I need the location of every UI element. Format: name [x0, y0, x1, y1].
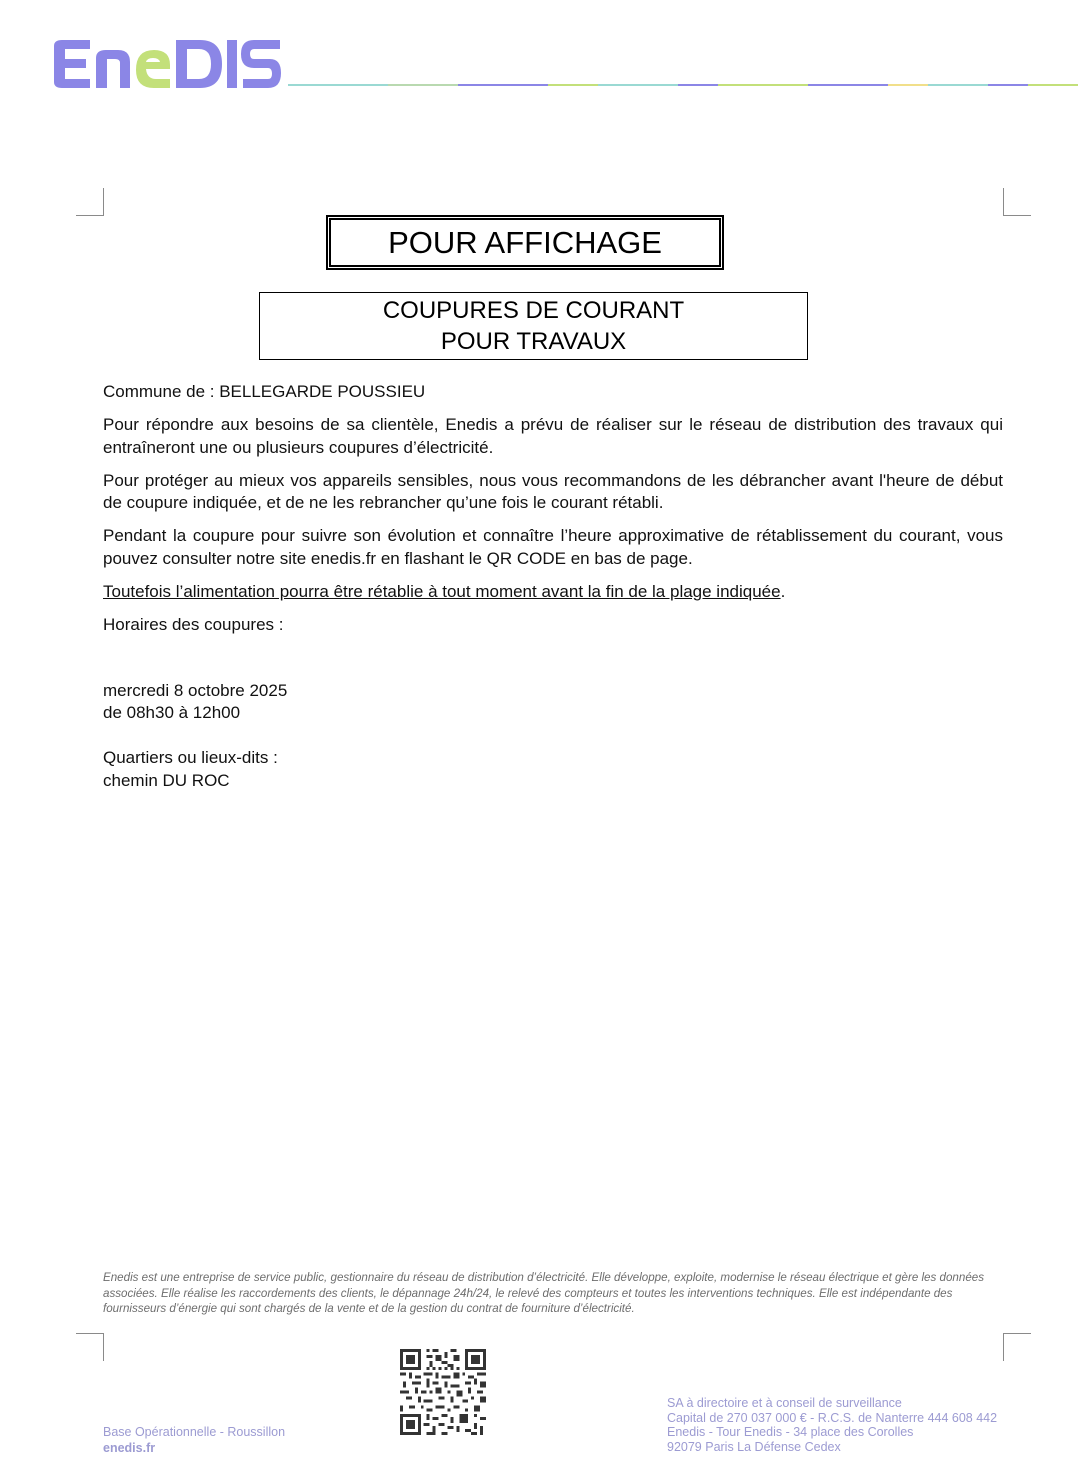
footer-left — [103, 1425, 285, 1456]
outage-time: de 08h30 à 12h00 — [103, 703, 241, 722]
site-link[interactable]: enedis.fr — [103, 1440, 156, 1455]
crop-mark-bottom-right — [1003, 1333, 1031, 1361]
crop-mark-top-right — [1003, 188, 1031, 216]
coupures-title-line1: COUPURES DE COURANT — [382, 297, 685, 324]
paragraph-protect: Pour protéger au mieux vos appareils sensibles, nous vous recommandons de les débrancher avant l'heure de début de coupure indiquée, et de ne les rebrancher qu’une fois le courant rétabli. — [103, 470, 1003, 512]
notice-body — [103, 381, 1003, 792]
coupures-title-box — [259, 292, 808, 360]
coupures-title-line2: POUR TRAVAUX — [440, 328, 627, 355]
base-operationnelle: Base Opérationnelle - Roussillon — [103, 1425, 286, 1439]
company-line-2: Capital de 270 037 000 € - R.C.S. de Nanterre 444 608 442 — [667, 1410, 998, 1425]
quartier-value: chemin DU ROC — [103, 770, 230, 790]
warning-period: . — [780, 581, 786, 601]
company-line-4: 92079 Paris La Défense Cedex — [667, 1440, 841, 1455]
warning-text: Toutefois l’alimentation pourra être rétablie à tout moment avant la fin de la plage indiquée — [103, 581, 781, 601]
affichage-title-box — [326, 215, 724, 270]
horaires-label: Horaires des coupures : — [103, 614, 284, 634]
legal-notice: Enedis est une entreprise de service public, gestionnaire du réseau de distribution d’électricité. Elle développe, exploite, modernise le réseau électrique et gère les données associées. Elle réalise les raccordements des clients, le dépannage 24h/24, le relevé des compteurs et toutes les interventions techniques. Elle est indépendante des fournisseurs d’énergie qui sont chargés de la vente et de la gestion du contrat de fourniture d’électricité. — [103, 1271, 985, 1315]
paragraph-follow: Pendant la coupure pour suivre son évolution et connaître l’heure approximative de rétablissement du courant, vous pouvez consulter notre site enedis.fr en flashant le QR CODE en bas de page. — [103, 526, 1003, 568]
commune-line: Commune de : BELLEGARDE POUSSIEU — [103, 382, 426, 401]
footer-company-info — [667, 1396, 997, 1455]
header-divider-line — [288, 83, 1078, 87]
company-line-3: Enedis - Tour Enedis - 34 place des Corolles — [667, 1425, 914, 1440]
affichage-title: POUR AFFICHAGE — [388, 224, 662, 260]
quartiers-label: Quartiers ou lieux-dits : — [103, 748, 278, 767]
enedis-logo — [52, 36, 284, 92]
warning-line — [103, 581, 1003, 604]
outage-date: mercredi 8 octobre 2025 — [103, 680, 288, 700]
qr-code-icon[interactable] — [400, 1349, 486, 1435]
paragraph-needs: Pour répondre aux besoins de sa clientèle, Enedis a prévu de réaliser sur le réseau de distribution des travaux qui entraîneront une ou plusieurs coupures d’électricité. — [103, 415, 1003, 457]
crop-mark-bottom-left — [76, 1333, 104, 1361]
crop-mark-top-left — [76, 188, 104, 216]
company-line-1: SA à directoire et à conseil de surveillance — [667, 1396, 902, 1410]
